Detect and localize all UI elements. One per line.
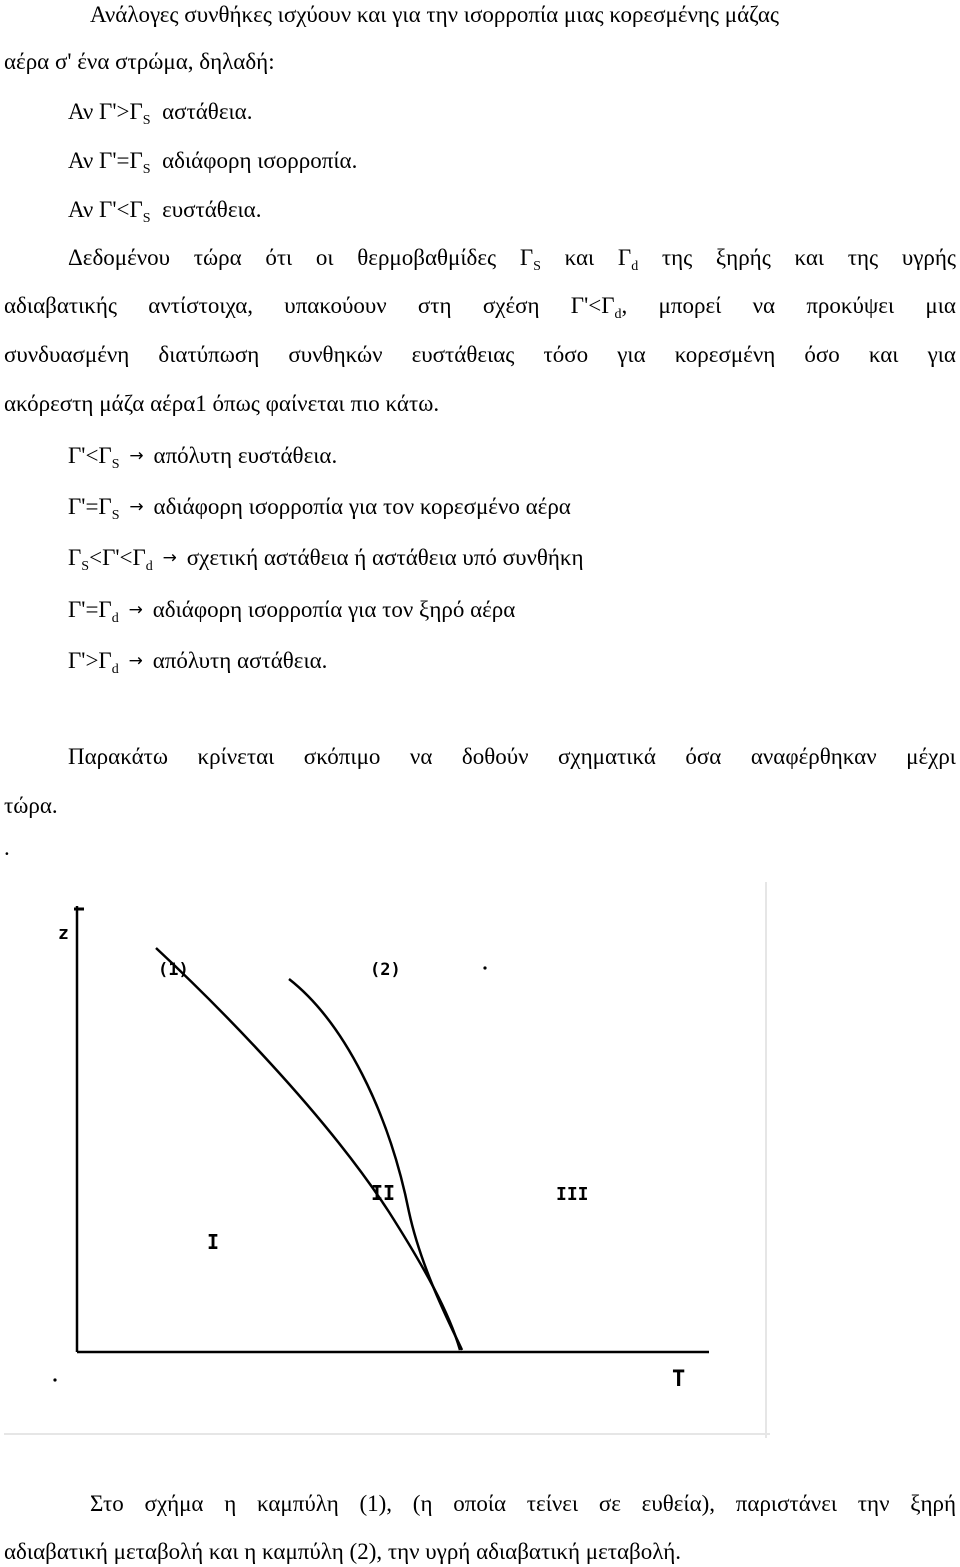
region-1-label: I xyxy=(207,1230,220,1254)
adiabatic-diagram xyxy=(4,882,770,1438)
right-arrow-icon: → xyxy=(128,600,143,620)
paragraph-2-line-4: ακόρεστη μάζα αέρα1 όπως φαίνεται πιο κάτω. xyxy=(4,391,440,416)
paragraph-1-line-2: αέρα σ' ένα στρώμα, δηλαδή: xyxy=(4,49,275,74)
condition-combined-4: $\Gamma'=\Gamma_d \to \alpha\delta\iota ά\varphi o\rho\eta$ ισορροπία για τον ξηρό αέρα xyxy=(68,597,516,626)
curve-2-label: (2) xyxy=(370,960,401,980)
stray-dot: . xyxy=(4,835,10,860)
y-axis-label: z xyxy=(58,923,69,944)
stray-dot-mark xyxy=(483,966,486,969)
stray-dot-mark xyxy=(53,1378,56,1381)
condition-saturated-2: Αν $\Gamma'=\Gamma_S$ αδιάφορη ισορροπία. xyxy=(68,148,358,177)
condition-combined-1: $\Gamma'<\Gamma_S \to \alpha\pi ό\lambda\upsilon\tau\eta$ ευστάθεια. xyxy=(68,443,338,472)
paragraph-4-line-2: αδιαβατική μεταβολή και η καμπύλη (2), την υγρή αδιαβατική μεταβολή. xyxy=(4,1539,681,1564)
right-arrow-icon: → xyxy=(162,548,177,568)
right-arrow-icon: → xyxy=(129,446,144,466)
right-arrow-icon: → xyxy=(128,651,143,671)
condition-combined-3: $\Gamma_S<\Gamma'<\Gamma_d \to \sigma\chi\varepsilon\tau\iota\kappa ή$ αστάθεια ή αστάθεια υπό συνθήκη xyxy=(68,545,584,574)
right-arrow-icon: → xyxy=(129,497,144,517)
condition-saturated-3: Αν $\Gamma'<\Gamma_S$ ευστάθεια. xyxy=(68,197,262,226)
paragraph-2-line-2: αδιαβατικής αντίστοιχα, υπακούουν στη σχέση $\Gamma'<\Gamma_d$, μπορεί να προκύψει μια xyxy=(4,293,956,322)
paragraph-2-line-3: συνδυασμένη διατύπωση συνθηκών ευστάθειας τόσο για κορεσμένη όσο και για xyxy=(4,342,956,367)
condition-combined-2: $\Gamma'=\Gamma_S \to \alpha\delta\iota ά\varphi o\rho\eta$ ισορροπία για τον κορεσμένο αέρα xyxy=(68,494,571,523)
paragraph-4-line-1: Στο σχήμα η καμπύλη (1), (η οποία τείνει σε ευθεία), παριστάνει την ξηρή xyxy=(90,1491,956,1516)
paragraph-2-line-1: Δεδομένου τώρα ότι οι θερμοβαθμίδες $\Gamma_S$ και $\Gamma_d$ της ξηρής και της υγρής xyxy=(68,245,956,274)
condition-combined-5: $\Gamma'>\Gamma_d \to \alpha\pi ό\lambda\upsilon\tau\eta$ αστάθεια. xyxy=(68,648,328,677)
region-2-label: II xyxy=(371,1181,396,1205)
region-3-label: III xyxy=(556,1184,589,1205)
paragraph-1-line-1: Ανάλογες συνθήκες ισχύουν και για την ισορροπία μιας κορεσμένης μάζας xyxy=(90,2,779,27)
paragraph-3-line-1: Παρακάτω κρίνεται σκόπιμο να δοθούν σχηματικά όσα αναφέρθηκαν μέχρι xyxy=(68,744,956,769)
paragraph-3-line-2: τώρα. xyxy=(4,793,58,818)
condition-saturated-1: Αν $\Gamma'>\Gamma_S$ αστάθεια. xyxy=(68,99,253,128)
x-axis-label: T xyxy=(672,1367,686,1392)
curve-1-label: (1) xyxy=(158,960,189,980)
